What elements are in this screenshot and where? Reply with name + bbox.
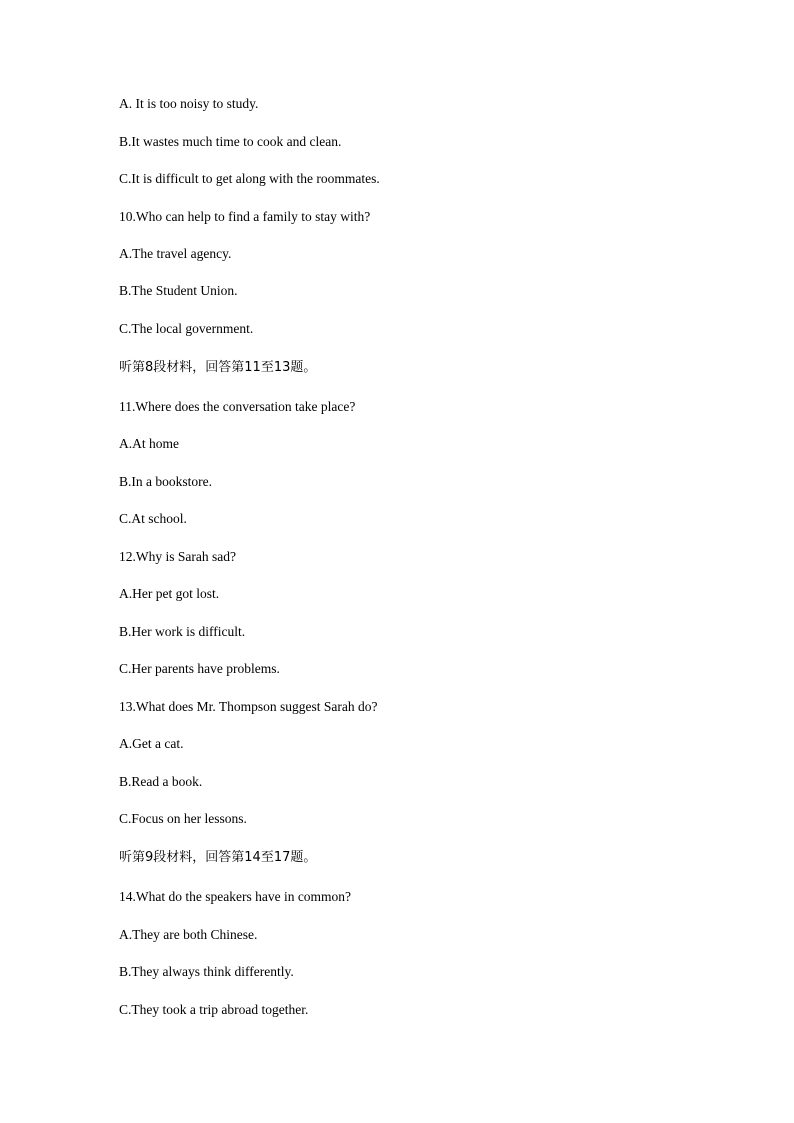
option-text: B.It wastes much time to cook and clean. <box>119 134 342 149</box>
option-text: B.Read a book. <box>119 774 203 789</box>
option-text: A. It is too noisy to study. <box>119 96 259 111</box>
option-text: C.At school. <box>119 511 187 526</box>
option-text: C.The local government. <box>119 321 254 336</box>
option-text: A.The travel agency. <box>119 246 232 261</box>
option-text: C.They took a trip abroad together. <box>119 1002 309 1017</box>
option-text: A.They are both Chinese. <box>119 927 258 942</box>
option-text: B.The Student Union. <box>119 283 238 298</box>
option-text: A.Her pet got lost. <box>119 586 220 601</box>
question-text: 13.What does Mr. Thompson suggest Sarah do? <box>119 699 378 714</box>
question-text: 12.Why is Sarah sad? <box>119 549 236 564</box>
option-text: A.At home <box>119 436 179 451</box>
option-text: C.Her parents have problems. <box>119 661 280 676</box>
question-text: 10.Who can help to find a family to stay with? <box>119 209 371 224</box>
section-heading: 听第8段材料，回答第11至13题。 <box>119 360 317 375</box>
section-heading: 听第9段材料，回答第14至17题。 <box>119 850 317 865</box>
option-text: C.It is difficult to get along with the roommates. <box>119 171 380 186</box>
option-text: B.Her work is difficult. <box>119 624 246 639</box>
option-text: A.Get a cat. <box>119 736 184 751</box>
option-text: B.In a bookstore. <box>119 474 212 489</box>
option-text: B.They always think differently. <box>119 964 294 979</box>
question-text: 11.Where does the conversation take place? <box>119 399 356 414</box>
question-text: 14.What do the speakers have in common? <box>119 889 352 904</box>
option-text: C.Focus on her lessons. <box>119 811 247 826</box>
